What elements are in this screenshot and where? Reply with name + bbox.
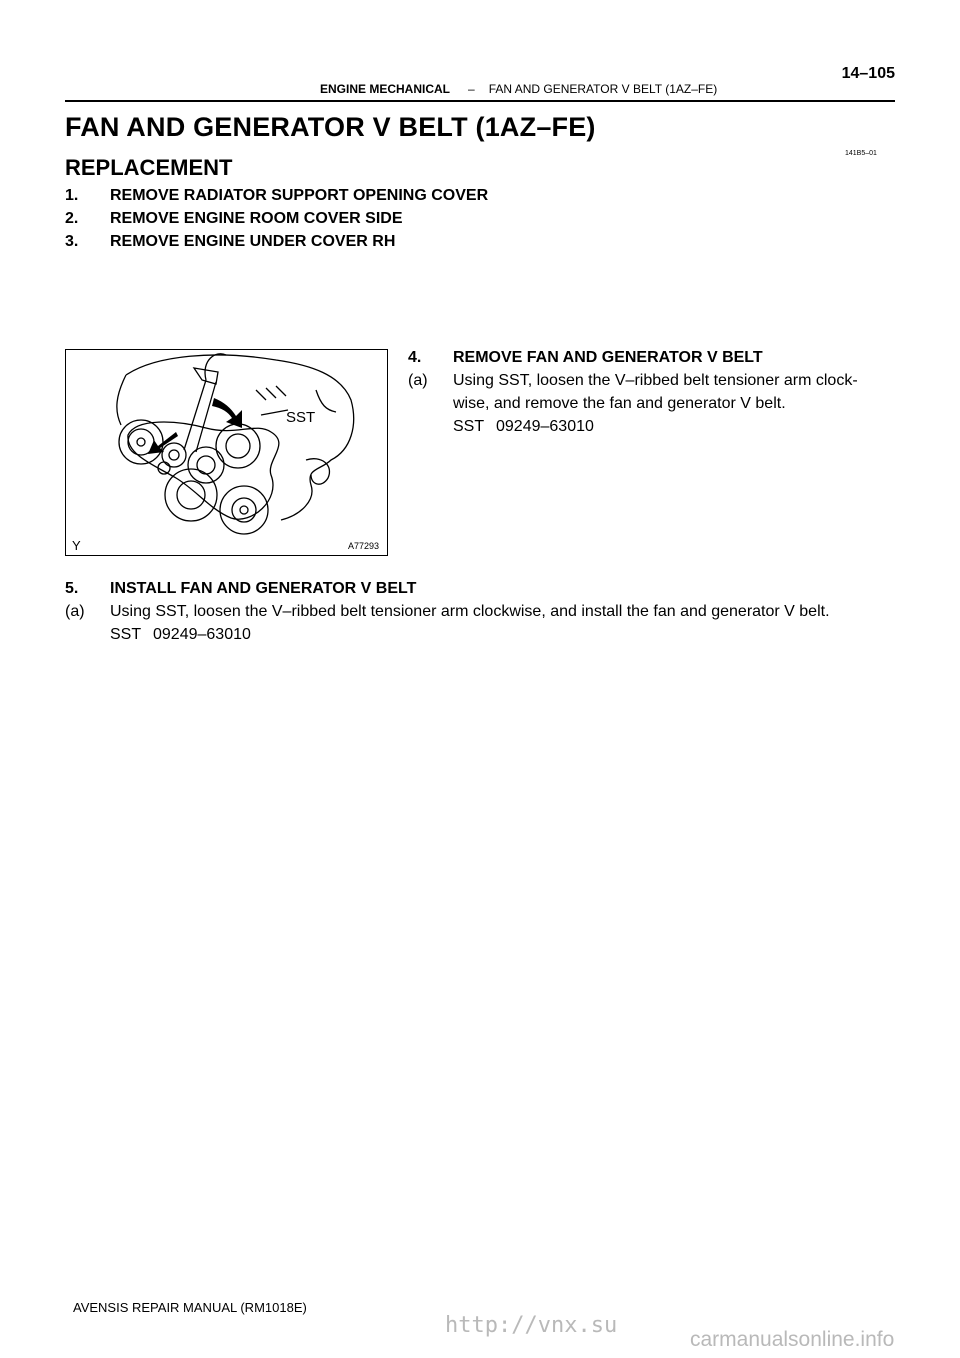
step-number: 4. [408,349,422,366]
manual-footer: AVENSIS REPAIR MANUAL (RM1018E) [73,1300,307,1315]
step-5a-label: (a) [65,603,85,620]
section-subtitle: REPLACEMENT [65,155,233,180]
step-number: 5. [65,580,79,597]
step-text: REMOVE RADIATOR SUPPORT OPENING COVER [110,187,489,204]
running-header [320,82,717,96]
step-number: 3. [65,233,79,250]
belt-illustration [65,349,388,556]
step-4a-line1: Using SST, loosen the V–ribbed belt tensioner arm clock- [453,372,858,389]
step-5a-sst-label: SST [110,626,142,643]
sst-callout: SST [286,409,316,426]
step-5a-line1: Using SST, loosen the V–ribbed belt tensioner arm clockwise, and install the fan and generator V belt. [110,603,830,620]
corner-mark: Y [72,538,81,553]
page-number: 14–105 [841,65,895,82]
step-4a-sst-number: 09249–63010 [496,418,594,435]
document-code: 141B5–01 [845,150,877,157]
step-text: REMOVE ENGINE ROOM COVER SIDE [110,210,403,227]
section-name: ENGINE MECHANICAL [320,82,451,96]
step-4a-sst-label: SST [453,418,485,435]
watermark-link[interactable]: http://vnx.su [445,1313,618,1338]
step-4a-line2: wise, and remove the fan and generator V belt. [453,395,786,412]
site-watermark: carmanualsonline.info [690,1328,895,1351]
header-rule [65,100,895,102]
step-number: 2. [65,210,79,227]
figure-id: A77293 [348,541,380,551]
step-4a-label: (a) [408,372,428,389]
step-5a-sst-number: 09249–63010 [153,626,251,643]
header-separator: – [468,82,475,96]
step-text: INSTALL FAN AND GENERATOR V BELT [110,580,417,597]
step-text: REMOVE ENGINE UNDER COVER RH [110,233,396,250]
step-text: REMOVE FAN AND GENERATOR V BELT [453,349,763,366]
engine-belt-drawing [66,350,386,554]
page-title: FAN AND GENERATOR V BELT (1AZ–FE) [65,112,596,142]
step-number: 1. [65,187,79,204]
subsection-name: FAN AND GENERATOR V BELT (1AZ–FE) [488,82,718,96]
